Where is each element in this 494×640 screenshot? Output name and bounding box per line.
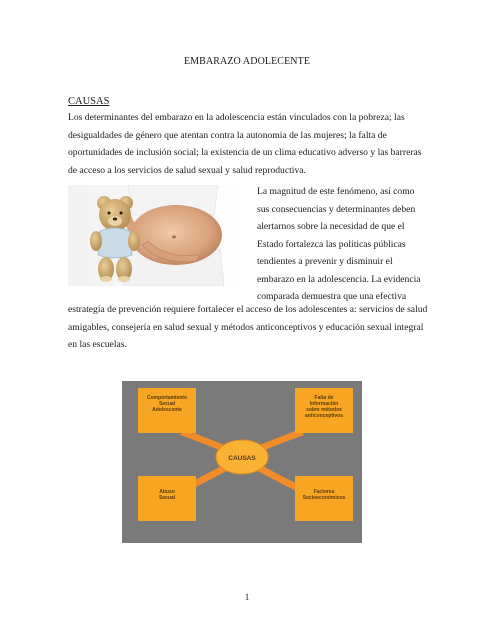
box-tr-line2: Información	[309, 401, 339, 407]
box-tr-line4: anticonceptivos	[304, 413, 344, 419]
paragraph-causes: Los determinantes del embarazo en la adolescencia están vinculados con la pobreza; las desigualdades de género que atentan contra la autonomía de las mujeres; la falta de oportunidades de inclusión social; la existencia de un clima educativo adverso y las barreras de acceso a los servicios de salud sexual y salud reproductiva.	[68, 112, 422, 176]
box-br-line2: Socioeconómicos	[302, 495, 346, 501]
box-tl-line2: Sexual	[158, 401, 176, 407]
page-number: 1	[244, 592, 250, 602]
pregnant-teen-photo	[68, 185, 249, 286]
box-tr-line3: sobre métodos	[306, 407, 342, 413]
section-heading: CAUSAS	[68, 96, 110, 107]
causes-diagram	[122, 381, 362, 543]
center-label: CAUSAS	[228, 455, 256, 462]
box-tr-line1: Falta de	[314, 395, 334, 401]
box-bl-line2: Sexual	[158, 495, 176, 501]
paragraph-magnitude: La magnitud de este fenómeno, así como sus consecuencias y determinantes deben alertarnos sobre la necesidad de que el Estado fortalezca las políticas públicas tendientes a prevenir y disminuir el embarazo en la adolescencia. La evidencia comparada demuestra que una efectiva	[257, 186, 421, 302]
box-tl-line3: Adolescente	[152, 407, 182, 413]
box-bl-line1: Abuso	[159, 489, 175, 495]
box-br-line1: Factores	[313, 489, 335, 495]
document-title: EMBARAZO ADOLECENTE	[183, 56, 311, 67]
paragraph-strategy: estrategia de prevención requiere fortalecer el acceso de los adolescentes a: servicios de salud amigables, consejería en salud sexual y métodos anticonceptivos y educación sexual integral en las escuelas.	[68, 304, 428, 350]
box-tl-line1: Comportamiento	[147, 395, 187, 401]
